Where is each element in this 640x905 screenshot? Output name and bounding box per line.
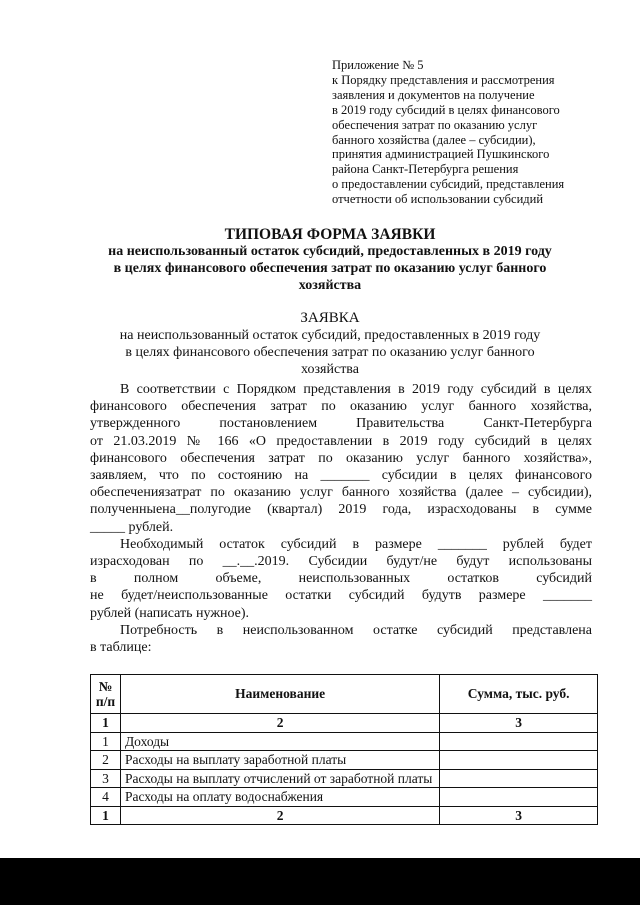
- body-line: рублей (написать нужное).: [90, 605, 250, 621]
- appendix-line: принятия администрацией Пушкинского: [332, 147, 550, 162]
- appendix-line: заявления и документов на получение: [332, 87, 535, 102]
- body-line: В соответствии с Порядком представления в 2019 году субсидий в целях: [120, 382, 592, 397]
- table-cell[interactable]: [440, 788, 598, 807]
- appendix-line: обеспечения затрат по оказанию услуг: [332, 117, 538, 132]
- body-line: в полном объеме, неиспользованных остатков субсидий: [90, 571, 592, 587]
- paragraph-3: [90, 622, 592, 656]
- table-row: [91, 751, 598, 770]
- body-line: от 21.03.2019 № 166 «О предоставлении в 2019 году субсидий в целях: [90, 433, 592, 449]
- header-name: Наименование: [120, 675, 439, 714]
- header-sum: Сумма, тыс. руб.: [440, 675, 598, 714]
- appendix-line: Приложение № 5: [332, 58, 424, 72]
- table-cell: 3: [91, 769, 121, 788]
- appendix-line: района Санкт-Петербурга решения: [332, 162, 519, 177]
- application-body: [90, 381, 592, 656]
- document-title: [70, 226, 590, 294]
- table-header-row: [91, 675, 598, 714]
- table-cell[interactable]: [440, 732, 598, 751]
- title-line: в целях финансового обеспечения затрат по оказанию услуг банного: [113, 261, 547, 276]
- title-line: хозяйства: [298, 278, 362, 293]
- appendix-line: банного хозяйства (далее – субсидии),: [332, 132, 536, 147]
- table-cell: Расходы на оплату водоснабжения: [120, 788, 439, 807]
- body-line: не будет/неиспользованные остатки субсидий будутв размере _______: [90, 588, 592, 604]
- table-cell: 1: [91, 714, 121, 733]
- appendix-line: в 2019 году субсидий в целях финансового: [332, 102, 560, 117]
- body-line: утвержденного постановлением Правительства Санкт-Петербурга: [90, 416, 592, 432]
- table-footer-row: [91, 806, 598, 825]
- body-line: заявляем, что по состоянию на _______ субсидии в целях финансового: [90, 468, 592, 484]
- table-cell: 1: [91, 806, 121, 825]
- subsidy-table: [90, 674, 598, 825]
- header-number: № п/п: [91, 675, 121, 714]
- paragraph-1: [90, 381, 592, 536]
- table-cell: Доходы: [120, 732, 439, 751]
- body-line: израсходован по __.__.2019. Субсидии будут/не будут использованы: [90, 554, 592, 570]
- table-index-row: [91, 714, 598, 733]
- body-line: полученныена__полугодие (квартал) 2019 года, израсходованы в сумме: [90, 502, 592, 518]
- table-cell[interactable]: [440, 769, 598, 788]
- table-cell: 3: [440, 806, 598, 825]
- appendix-line: отчетности об использовании субсидий: [332, 192, 544, 207]
- body-line: _____ рублей.: [90, 519, 174, 535]
- table-cell: Расходы на выплату заработной платы: [120, 751, 439, 770]
- appendix-note: [332, 58, 582, 207]
- table-cell: 2: [91, 751, 121, 770]
- body-line: финансового обеспечения затрат по оказанию услуг банного хозяйства»,: [90, 450, 592, 466]
- table-row: [91, 769, 598, 788]
- table-cell: 4: [91, 788, 121, 807]
- table-cell: Расходы на выплату отчислений от заработной платы: [120, 769, 439, 788]
- title-line: на неиспользованный остаток субсидий, предоставленных в 2019 году: [108, 244, 552, 259]
- body-line: в таблице:: [90, 640, 152, 656]
- table-cell: 2: [120, 714, 439, 733]
- table-row: [91, 732, 598, 751]
- body-line: Потребность в неиспользованном остатке субсидий представлена: [120, 622, 592, 638]
- application-heading: [70, 310, 590, 378]
- body-line: обеспечениязатрат по оказанию услуг банного хозяйства (далее – субсидии),: [90, 485, 592, 501]
- table-cell: 3: [440, 714, 598, 733]
- bottom-black-bar: [0, 858, 640, 905]
- subtitle-line: хозяйства: [301, 362, 359, 377]
- appendix-line: о предоставлении субсидий, представления: [332, 177, 565, 192]
- subtitle-line: в целях финансового обеспечения затрат по оказанию услуг банного: [125, 345, 535, 360]
- paragraph-2: [90, 536, 592, 622]
- appendix-line: к Порядку представления и рассмотрения: [332, 72, 555, 87]
- title-main: ТИПОВАЯ ФОРМА ЗАЯВКИ: [224, 226, 436, 243]
- table-row: [91, 788, 598, 807]
- subtitle-line: на неиспользованный остаток субсидий, предоставленных в 2019 году: [119, 328, 541, 343]
- table-cell[interactable]: [440, 751, 598, 770]
- application-head: ЗАЯВКА: [300, 310, 360, 326]
- table-cell: 1: [91, 732, 121, 751]
- table-cell: 2: [120, 806, 439, 825]
- body-line: финансового обеспечения затрат по оказанию услуг банного хозяйства,: [90, 399, 592, 415]
- body-line: Необходимый остаток субсидий в размере _______ рублей будет: [120, 536, 592, 552]
